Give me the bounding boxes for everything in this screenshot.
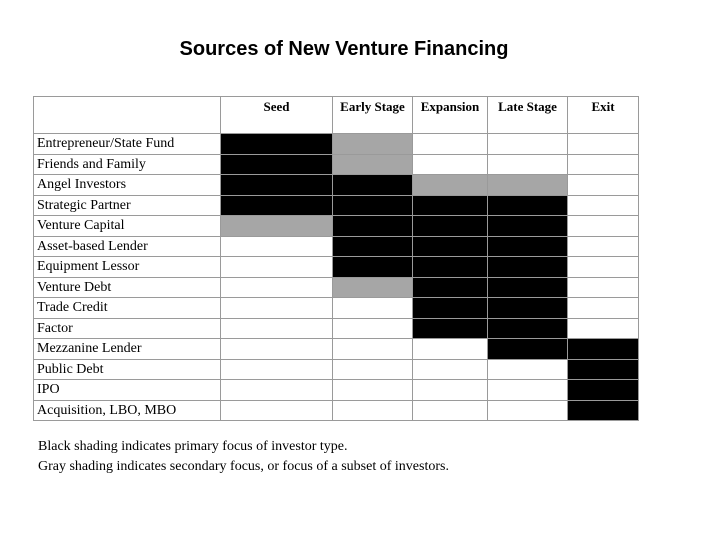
focus-cell-white (413, 359, 488, 380)
focus-cell-white (568, 175, 639, 196)
focus-cell-black (488, 216, 568, 237)
stage-header: Seed (221, 97, 333, 134)
focus-cell-white (568, 236, 639, 257)
stage-header: Early Stage (333, 97, 413, 134)
investor-type-label: Trade Credit (34, 298, 221, 319)
table-row (34, 318, 639, 339)
focus-cell-black (413, 236, 488, 257)
focus-cell-white (221, 298, 333, 319)
focus-cell-white (488, 400, 568, 421)
focus-cell-white (568, 318, 639, 339)
focus-cell-white (333, 298, 413, 319)
focus-cell-black (221, 134, 333, 155)
investor-type-label: Factor (34, 318, 221, 339)
focus-cell-white (413, 380, 488, 401)
focus-cell-black (221, 195, 333, 216)
header-corner (34, 97, 221, 134)
focus-cell-black (568, 380, 639, 401)
focus-cell-white (221, 318, 333, 339)
focus-cell-black (488, 257, 568, 278)
table-row (34, 216, 639, 237)
focus-cell-white (333, 359, 413, 380)
focus-cell-white (568, 216, 639, 237)
focus-cell-white (221, 277, 333, 298)
focus-cell-black (488, 195, 568, 216)
focus-cell-white (221, 380, 333, 401)
focus-cell-white (221, 400, 333, 421)
focus-cell-gray (333, 154, 413, 175)
focus-cell-gray (488, 175, 568, 196)
focus-cell-white (568, 298, 639, 319)
focus-cell-black (488, 339, 568, 360)
focus-cell-white (413, 339, 488, 360)
table-row (34, 236, 639, 257)
focus-cell-black (413, 298, 488, 319)
table-row (34, 277, 639, 298)
page-title: Sources of New Venture Financing (179, 38, 509, 60)
focus-cell-white (488, 380, 568, 401)
focus-cell-black (488, 318, 568, 339)
focus-cell-black (413, 277, 488, 298)
focus-cell-white (568, 134, 639, 155)
focus-cell-black (221, 175, 333, 196)
investor-type-label: Mezzanine Lender (34, 339, 221, 360)
focus-cell-white (333, 318, 413, 339)
focus-cell-black (333, 257, 413, 278)
investor-type-label: Asset-based Lender (34, 236, 221, 257)
table-row (34, 257, 639, 278)
investor-type-label: Venture Debt (34, 277, 221, 298)
focus-cell-white (333, 400, 413, 421)
focus-cell-white (413, 134, 488, 155)
focus-cell-white (488, 134, 568, 155)
focus-cell-white (488, 154, 568, 175)
focus-cell-white (221, 257, 333, 278)
focus-cell-white (568, 257, 639, 278)
table-row (34, 380, 639, 401)
investor-type-label: Venture Capital (34, 216, 221, 237)
table-row (34, 175, 639, 196)
focus-cell-black (333, 216, 413, 237)
focus-cell-white (413, 400, 488, 421)
focus-cell-black (568, 339, 639, 360)
stage-header: Late Stage (488, 97, 568, 134)
table-row (34, 400, 639, 421)
focus-cell-black (568, 400, 639, 421)
focus-cell-white (568, 277, 639, 298)
focus-cell-white (221, 339, 333, 360)
header-row (34, 97, 639, 134)
investor-type-label: Friends and Family (34, 154, 221, 175)
table-row (34, 154, 639, 175)
focus-cell-black (488, 236, 568, 257)
table-row (34, 134, 639, 155)
focus-cell-white (413, 154, 488, 175)
focus-cell-gray (333, 277, 413, 298)
table-row (34, 339, 639, 360)
stage-header: Exit (568, 97, 639, 134)
investor-type-label: IPO (34, 380, 221, 401)
table-row (34, 359, 639, 380)
focus-cell-black (413, 195, 488, 216)
stage-header: Expansion (413, 97, 488, 134)
focus-cell-white (568, 195, 639, 216)
investor-type-label: Strategic Partner (34, 195, 221, 216)
focus-cell-black (488, 298, 568, 319)
investor-type-label: Acquisition, LBO, MBO (34, 400, 221, 421)
focus-cell-black (221, 154, 333, 175)
focus-cell-gray (413, 175, 488, 196)
table-row (34, 195, 639, 216)
focus-cell-white (333, 380, 413, 401)
investor-type-label: Public Debt (34, 359, 221, 380)
focus-cell-black (413, 318, 488, 339)
legend-black-note: Black shading indicates primary focus of investor type. (38, 439, 348, 454)
focus-cell-white (221, 236, 333, 257)
focus-cell-black (333, 236, 413, 257)
focus-cell-white (221, 359, 333, 380)
focus-cell-white (333, 339, 413, 360)
focus-cell-white (568, 154, 639, 175)
financing-matrix (33, 96, 639, 421)
legend-gray-note: Gray shading indicates secondary focus, or focus of a subset of investors. (38, 459, 449, 474)
investor-type-label: Angel Investors (34, 175, 221, 196)
focus-cell-black (413, 257, 488, 278)
focus-cell-gray (221, 216, 333, 237)
focus-cell-black (413, 216, 488, 237)
focus-cell-black (568, 359, 639, 380)
focus-cell-white (488, 359, 568, 380)
focus-cell-black (333, 175, 413, 196)
focus-cell-black (333, 195, 413, 216)
focus-cell-gray (333, 134, 413, 155)
investor-type-label: Equipment Lessor (34, 257, 221, 278)
focus-cell-black (488, 277, 568, 298)
table-row (34, 298, 639, 319)
investor-type-label: Entrepreneur/State Fund (34, 134, 221, 155)
